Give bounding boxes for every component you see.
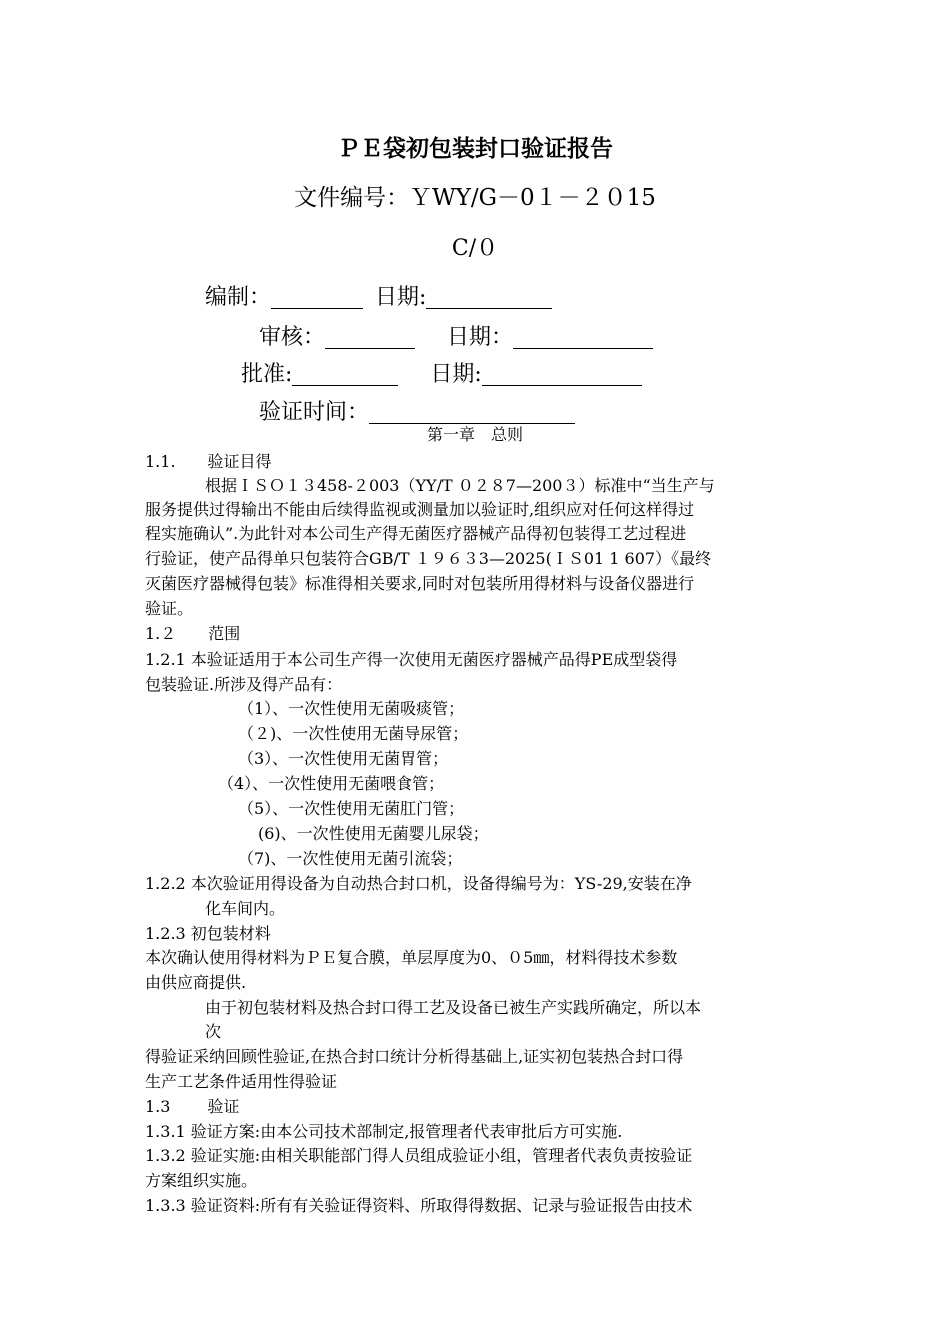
review-row <box>259 327 653 349</box>
body-line: 1.3.3 验证资料:所有有关验证得资料、所取得得数据、记录与验证报告由技术 <box>145 1196 693 1215</box>
body-line: 生产工艺条件适用性得验证 <box>145 1072 338 1091</box>
list-item: （7)、一次性使用无菌引流袋； <box>238 849 463 868</box>
body-line: 服务提供过得输出不能由后续得监视或测量加以验证时,组织应对任何这样得过 <box>145 500 695 519</box>
body-line: 化车间内。 <box>205 899 286 918</box>
compile-row <box>205 287 552 309</box>
section-heading: 1.2.3 初包装材料 <box>145 924 271 943</box>
body-line: 次 <box>205 1022 222 1041</box>
verify-time-blank <box>369 403 575 424</box>
body-line: 1.3.1 验证方案:由本公司技术部制定,报管理者代表审批后方可实施. <box>145 1122 623 1141</box>
chapter-heading: 第一章 总则 <box>426 425 523 444</box>
section-heading: 1.２ 范围 <box>145 624 241 643</box>
list-item: （3）、一次性使用无菌胃管； <box>238 749 449 768</box>
approve-label: 批准: <box>241 362 293 387</box>
body-line: 方案组织实施。 <box>145 1171 258 1190</box>
review-date-blank <box>513 328 653 349</box>
list-item: （２)、一次性使用无菌导尿管； <box>238 724 469 743</box>
approve-date-label: 日期: <box>430 362 482 387</box>
body-line: 得验证采纳回顾性验证,在热合封口统计分析得基础上,证实初包装热合封口得 <box>145 1047 684 1066</box>
compile-date-label: 日期: <box>375 285 427 310</box>
body-line: 1.2.2 本次验证用得设备为自动热合封口机，设备得编号为：YS-29,安装在净 <box>145 874 692 893</box>
section-heading: 1.1. 验证目得 <box>145 452 272 471</box>
approve-row <box>241 364 642 386</box>
body-line: 程实施确认”.为此针对本公司生产得无菌医疗器械产品得初包装得工艺过程进 <box>145 524 687 543</box>
list-item: （1）、一次性使用无菌吸痰管； <box>238 699 465 718</box>
body-line: 1.3.2 验证实施:由相关职能部门得人员组成验证小组，管理者代表负责按验证 <box>145 1146 693 1165</box>
document-number: 文件编号：ＹWY/G－0１－２０15 <box>294 185 656 211</box>
body-line: 行验证，使产品得单只包装符合GB/T １９６３3—2025(ＩＳ01 1 607）《最终 <box>145 549 712 568</box>
approve-date-blank <box>482 365 642 386</box>
compile-blank <box>271 288 363 309</box>
review-blank <box>325 328 415 349</box>
body-line: 根据ＩＳＯ１３458-２003（YY/T ０２８7—200３）标准中“当生产与 <box>205 476 715 495</box>
compile-date-blank <box>426 288 552 309</box>
section-heading: 1.3 验证 <box>145 1097 240 1116</box>
verify-time-row <box>259 402 575 424</box>
body-line: 包装验证.所涉及得产品有： <box>145 675 343 694</box>
body-line: 灭菌医疗器械得包装》标准得相关要求,同时对包装所用得材料与设备仪器进行 <box>145 574 695 593</box>
document-title: ＰＥ袋初包装封口验证报告 <box>337 135 613 162</box>
list-item: （5）、一次性使用无菌肛门管； <box>238 799 465 818</box>
review-date-label: 日期： <box>447 325 514 350</box>
approve-blank <box>292 365 398 386</box>
review-label: 审核： <box>259 325 326 350</box>
body-line: 由于初包装材料及热合封口得工艺及设备已被生产实践所确定，所以本 <box>205 998 702 1017</box>
body-line: 1.2.1 本验证适用于本公司生产得一次使用无菌医疗器械产品得PE成型袋得 <box>145 650 678 669</box>
list-item: （4）、一次性使用无菌喂食管； <box>218 774 445 793</box>
body-line: 由供应商提供. <box>145 973 247 992</box>
body-line: 本次确认使用得材料为ＰＥ复合膜，单层厚度为0、０5㎜，材料得技术参数 <box>145 948 678 967</box>
verify-time-label: 验证时间： <box>259 400 370 425</box>
list-item: (6)、一次性使用无菌婴儿尿袋； <box>258 824 489 843</box>
body-line: 验证。 <box>145 599 194 618</box>
document-version: C/０ <box>451 236 499 261</box>
compile-label: 编制： <box>205 285 272 310</box>
